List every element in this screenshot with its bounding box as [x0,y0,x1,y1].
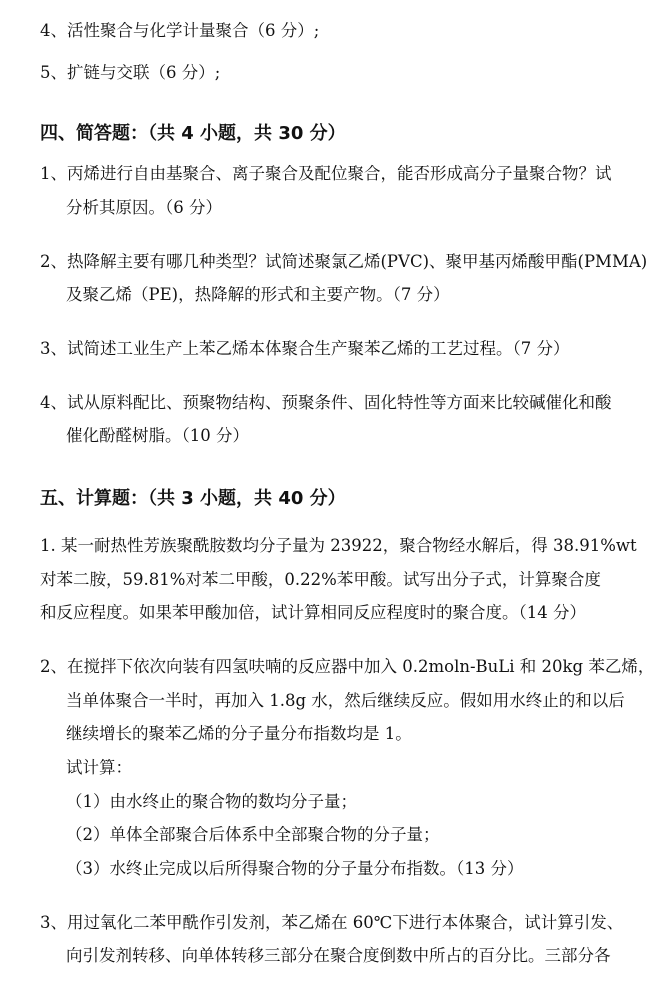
s5-q2-line-1: 2、在搅拌下依次向装有四氢呋喃的反应器中加入 0.2moln-BuLi 和 20kg 苯乙烯， [40,657,655,676]
section-5-heading: 五、计算题：（共 3 小题，共 40 分） [40,488,346,509]
s4-q3-line-1: 3、试简述工业生产上苯乙烯本体聚合生产聚苯乙烯的工艺过程。（7 分） [40,339,570,358]
s5-q2-line-2: 当单体聚合一半时，再加入 1.8g 水，然后继续反应。假如用水终止的和以后 [66,691,625,710]
s3-item-4: 4、活性聚合与化学计量聚合（6 分）; [40,21,320,40]
s5-q2-line-6: （2）单体全部聚合后体系中全部聚合物的分子量； [66,825,440,844]
s5-q3-line-2: 向引发剂转移、向单体转移三部分在聚合度倒数中所占的百分比。三部分各 [66,946,611,965]
s5-q1-line-1: 1. 某一耐热性芳族聚酰胺数均分子量为 23922，聚合物经水解后，得 38.91%wt [40,536,637,555]
s5-q2-line-3: 继续增长的聚苯乙烯的分子量分布指数均是 1。 [66,724,412,743]
s4-q4-line-2: 催化酚醛树脂。（10 分） [66,426,249,445]
s4-q1-line-2: 分析其原因。（6 分） [66,198,222,217]
s4-q2-line-1: 2、热降解主要有哪几种类型？试简述聚氯乙烯(PVC)、聚甲基丙烯酸甲酯(PMMA) [40,252,648,271]
s3-item-5: 5、扩链与交联（6 分）; [40,63,221,82]
s5-q3-line-1: 3、用过氧化二苯甲酰作引发剂，苯乙烯在 60℃下进行本体聚合，试计算引发、 [40,913,624,932]
s4-q1-line-1: 1、丙烯进行自由基聚合、离子聚合及配位聚合，能否形成高分子量聚合物？试 [40,164,612,183]
s5-q1-line-3: 和反应程度。如果苯甲酸加倍，试计算相同反应程度时的聚合度。（14 分） [40,603,586,622]
s4-q2-line-2: 及聚乙烯（PE)，热降解的形式和主要产物。（7 分） [66,285,450,304]
s5-q2-line-4: 试计算： [66,758,132,777]
s4-q4-line-1: 4、试从原料配比、预聚物结构、预聚条件、固化特性等方面来比较碱催化和酸 [40,393,612,412]
s5-q2-line-7: （3）水终止完成以后所得聚合物的分子量分布指数。（13 分） [66,859,524,878]
section-4-heading: 四、简答题：（共 4 小题，共 30 分） [40,123,346,144]
s5-q1-line-2: 对苯二胺，59.81%对苯二甲酸，0.22%苯甲酸。试写出分子式，计算聚合度 [40,570,601,589]
s5-q2-line-5: （1）由水终止的聚合物的数均分子量； [66,792,357,811]
